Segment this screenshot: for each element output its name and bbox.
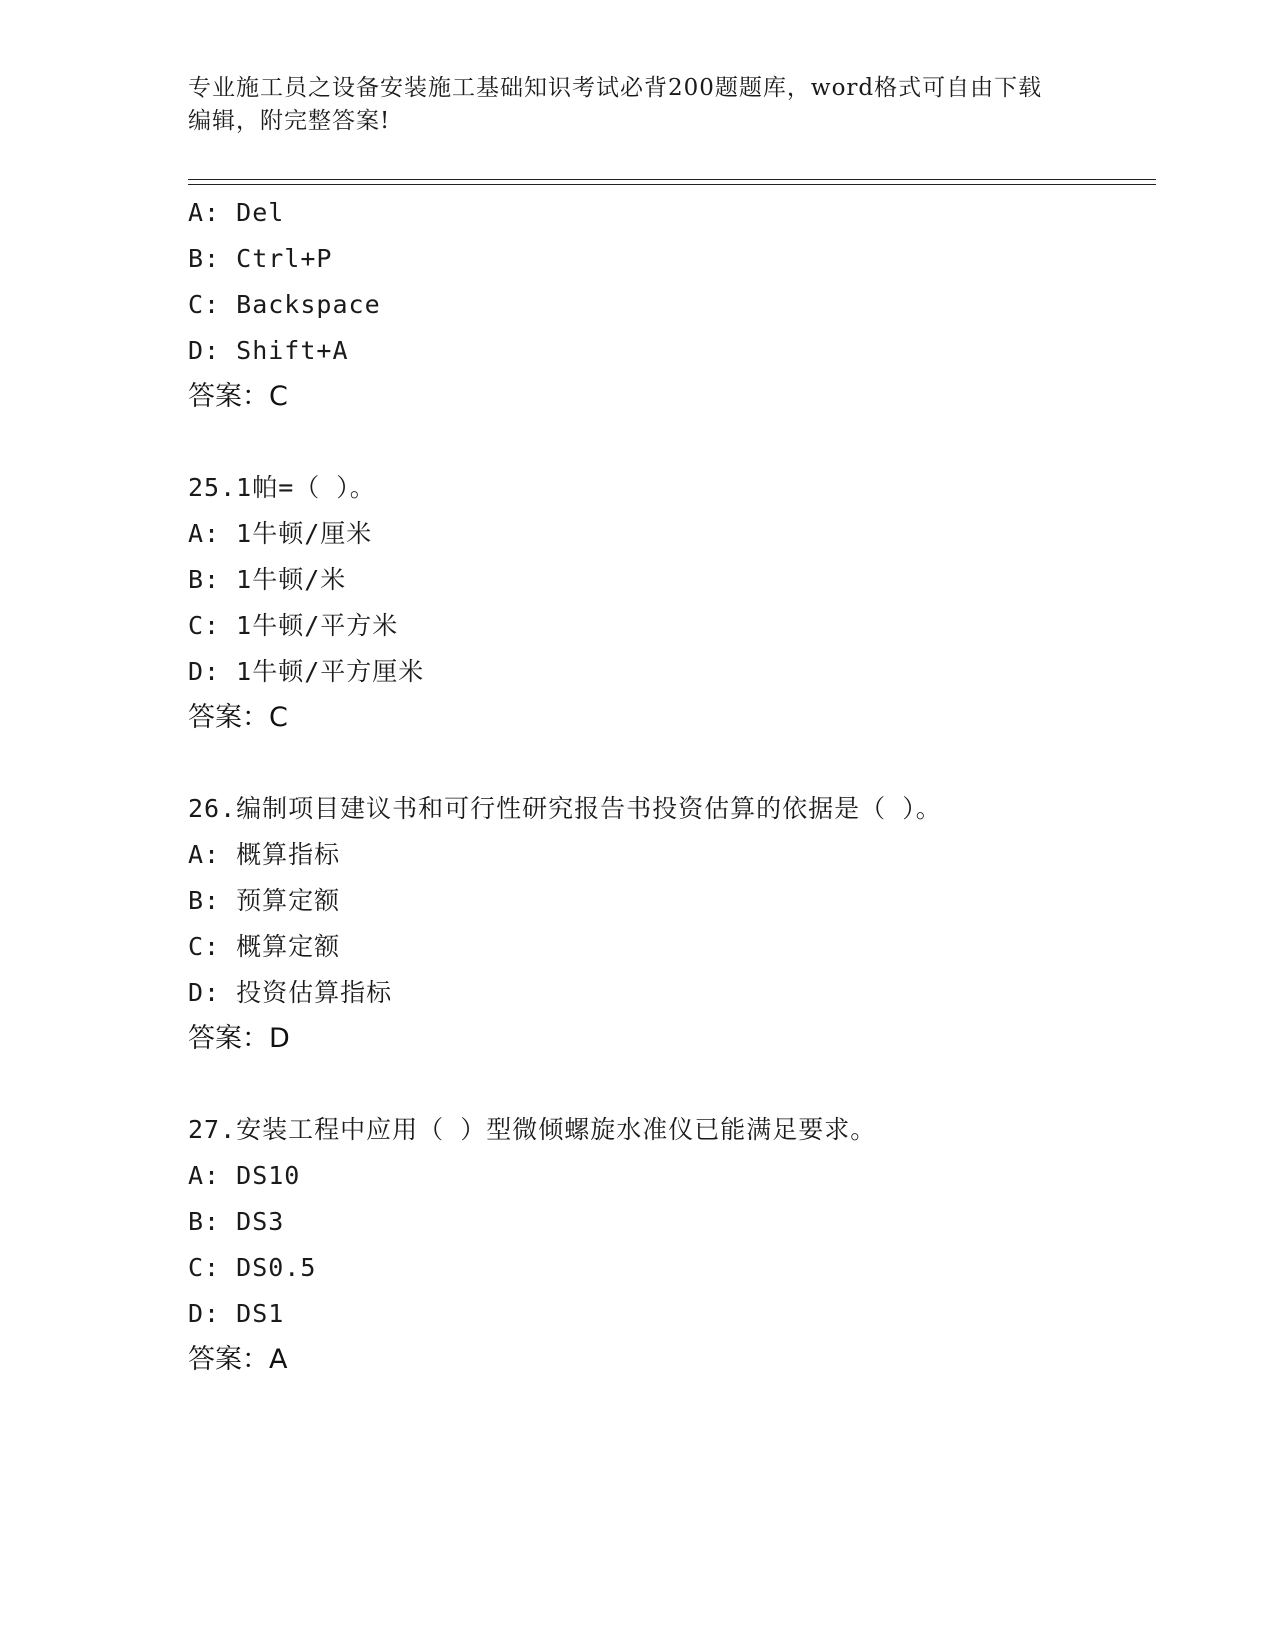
question-block	[188, 786, 1148, 1062]
spacer	[188, 1062, 1148, 1107]
option-c: C: 1牛顿/平方米	[188, 611, 399, 640]
option-b: B: DS3	[188, 1207, 285, 1236]
answer-line: 答案：D	[188, 1023, 290, 1054]
question-block	[188, 190, 1148, 420]
question-stem: 25.1帕=（ ）。	[188, 473, 376, 502]
option-c: C: 概算定额	[188, 932, 341, 961]
option-d: D: 1牛顿/平方厘米	[188, 657, 425, 686]
question-stem: 27.安装工程中应用（ ）型微倾螺旋水准仪已能满足要求。	[188, 1115, 877, 1144]
option-b: B: 1牛顿/米	[188, 565, 347, 594]
header-title-line1: 专业施工员之设备安装施工基础知识考试必背200题题库，word格式可自由下载	[188, 75, 1043, 101]
spacer	[188, 420, 1148, 465]
option-d: D: 投资估算指标	[188, 978, 393, 1007]
option-a: A: DS10	[188, 1161, 301, 1190]
option-c: C: Backspace	[188, 290, 381, 319]
option-b: B: Ctrl+P	[188, 244, 333, 273]
option-d: D: DS1	[188, 1299, 285, 1328]
option-a: A: 概算指标	[188, 840, 341, 869]
answer-line: 答案：A	[188, 1344, 288, 1375]
option-b: B: 预算定额	[188, 886, 341, 915]
option-c: C: DS0.5	[188, 1253, 317, 1282]
header-title-line2: 编辑，附完整答案!	[188, 108, 391, 134]
header-divider-top	[188, 179, 1156, 180]
option-a: A: 1牛顿/厘米	[188, 519, 373, 548]
question-list	[188, 190, 1148, 1383]
question-stem: 26.编制项目建议书和可行性研究报告书投资估算的依据是（ ）。	[188, 794, 942, 823]
option-d: D: Shift+A	[188, 336, 349, 365]
document-header	[188, 72, 1088, 138]
option-a: A: Del	[188, 198, 285, 227]
header-divider-bottom	[188, 184, 1156, 185]
answer-line: 答案：C	[188, 702, 288, 733]
answer-line: 答案：C	[188, 381, 288, 412]
spacer	[188, 741, 1148, 786]
question-block	[188, 1107, 1148, 1383]
question-block	[188, 465, 1148, 741]
